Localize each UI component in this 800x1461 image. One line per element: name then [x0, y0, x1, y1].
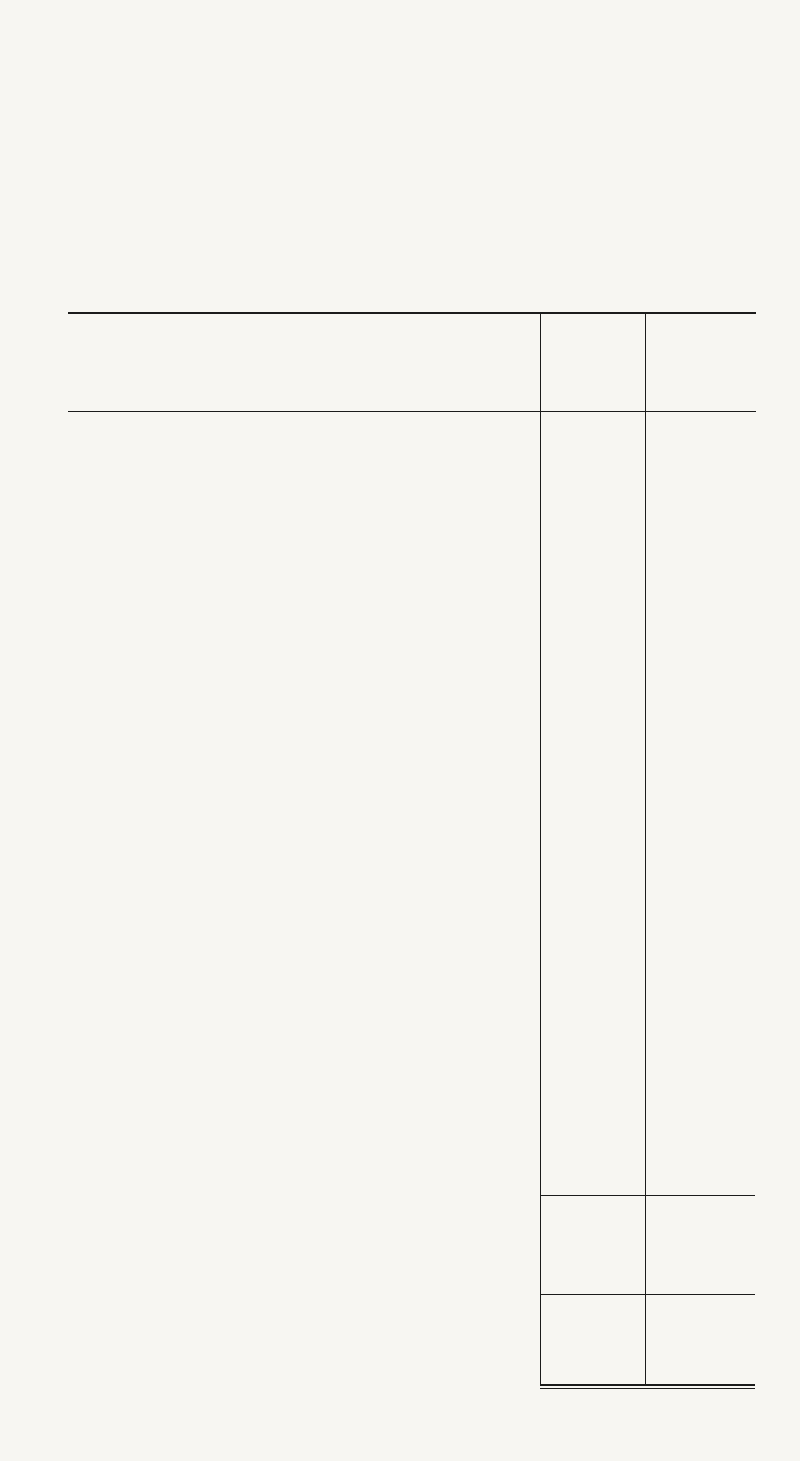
total-rule [540, 1294, 755, 1295]
col1-divider [540, 313, 541, 1385]
col2-divider [645, 313, 646, 1385]
top-rule [68, 312, 756, 314]
net-total-row [0, 1332, 800, 1352]
header-rule [68, 411, 756, 412]
bottom-rule-thin [540, 1388, 755, 1389]
bottom-rule [540, 1384, 755, 1386]
subtotal-row [0, 1235, 800, 1255]
subtotal-rule [540, 1195, 755, 1196]
recover-row [0, 1264, 800, 1284]
